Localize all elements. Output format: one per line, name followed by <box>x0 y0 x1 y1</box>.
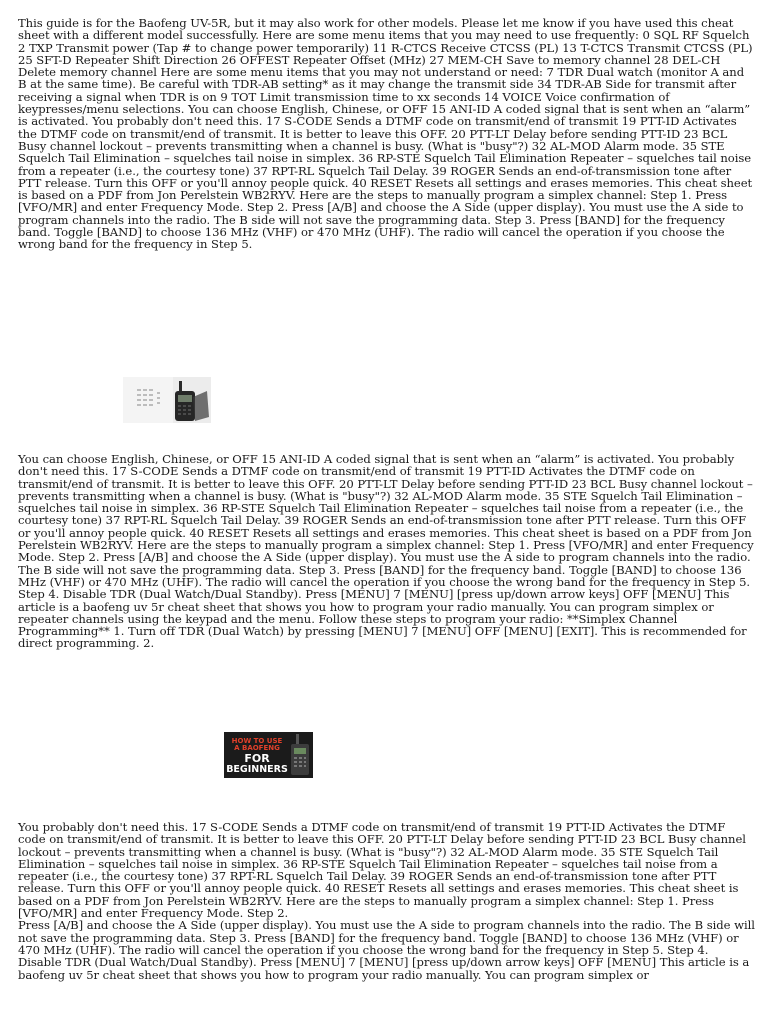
how-to-use-baofeng-banner-image <box>224 732 313 778</box>
banner-text <box>226 738 288 775</box>
steps-paragraph <box>18 821 756 981</box>
banner-line4: BEGINNERS <box>226 764 288 775</box>
banner-line3: FOR <box>244 752 270 765</box>
steps-paragraph-part-2: Press [A/B] and choose the A Side (upper display). You must use the A side to program channels into the radio. The B side will not save the programming data. Step 3. Press [BAND] for the frequency band. Toggle [BAND] to choose 136 MHz (VHF) or 470 MHz (UHF). The radio will cancel the operation if you choose the wrong band for the frequency in Step 5. Step 4. <box>18 918 755 957</box>
intro-paragraph: This guide is for the Baofeng UV-5R, but it may also work for other models. Please let me know if you have used this cheat sheet with a different model successfully. Here are some menu items that you may need to use frequently: 0 SQL RF Squelch 2 TXP Transmit power (Tap # to change power temporarily) 11 R-CTCS Receive CTCSS (PL) 13 T-CTCS Transmit CTCSS (PL) 25 SFT-D Repeater Shift Direction 26 OFFEST Repeater Offset (MHz) 27 MEM-CH Save to memory channel 28 DEL-CH Delete memory channel Here are some menu items that you may not understand or need: 7 TDR Dual watch (monitor A and B at the same time). Be careful with TDR-AB setting* as it may change the transmit side 34 TDR-AB Side for transmit after receiving a signal when TDR is on 9 TOT Limit transmission time to xx seconds 14 VOICE Voice confirmation of keypresses/menu selections. You can choose English, Chinese, or OFF 15 ANI-ID A coded signal that is sent when an “alarm” is activated. You probably don't need this. 17 S-CODE Sends a DTMF code on transmit/end of transmit 19 PTT-ID Activates the DTMF code on transmit/end of transmit. It is better to leave this OFF. 20 PTT-LT Delay before sending PTT-ID 23 BCL Busy channel lockout – prevents transmitting when a channel is busy. (What is "busy"?) 32 AL-MOD Alarm mode. 35 STE Squelch Tail Elimination – squelches tail noise in simplex. 36 RP-STE Squelch Tail Elimination Repeater – squelches tail noise from a repeater (i.e., the courtesy tone) 37 RPT-RL Squelch Tail Delay. 39 ROGER Sends an end-of-transmission tone after PTT release. Turn this OFF or you'll annoy people quick. 40 RESET Resets all settings and erases memories. This cheat sheet is based on a PDF from Jon Perelstein WB2RYV. Here are the steps to manually program a simplex channel: Step 1. Press [VFO/MR] and enter Frequency Mode. Step 2. Press [A/B] and choose the A Side (upper display). You must use the A side to program channels into the radio. The B side will not save the programming data. Step 3. Press [BAND] for the frequency band. Toggle [BAND] to choose 136 MHz (VHF) or 470 MHz (UHF). The radio will cancel the operation if you choose the wrong band for the frequency in Step 5. <box>18 16 753 252</box>
baofeng-radio-image <box>123 377 211 423</box>
steps-paragraph-part-3: Disable TDR (Dual Watch/Dual Standby). Press [MENU] 7 [MENU] [press up/down arrow keys] OFF [MENU] This article is a baofeng uv 5r cheat sheet that shows you how to program your radio manually. You can program simplex or <box>18 955 750 982</box>
radio-illustration <box>123 377 211 423</box>
radio-silhouette-icon <box>288 734 312 776</box>
steps-paragraph-part-1: You probably don't need this. 17 S-CODE Sends a DTMF code on transmit/end of transmit 19 PTT-ID Activates the DTMF code on transmit/end of transmit. It is better to leave this OFF. 20 PTT-LT Delay before sending PTT-ID 23 BCL Busy channel lockout – prevents transmitting when a channel is busy. (What is "busy"?) 32 AL-MOD Alarm mode. 35 STE Squelch Tail Elimination – squelches tail noise in simplex. 36 RP-STE Squelch Tail Elimination Repeater – squelches tail noise from a repeater (i.e., the courtesy tone) 37 RPT-RL Squelch Tail Delay. 39 ROGER Sends an end-of-transmission tone after PTT release. Turn this OFF or you'll annoy people quick. 40 RESET Resets all settings and erases memories. This cheat sheet is based on a PDF from Jon Perelstein WB2RYV. Here are the steps to manually program a simplex channel: Step 1. Press [VFO/MR] and enter Frequency Mode. Step 2. <box>18 820 746 921</box>
banner-line1: HOW TO USE <box>231 737 283 745</box>
settings-paragraph: You can choose English, Chinese, or OFF 15 ANI-ID A coded signal that is sent when an “alarm” is activated. You probably don't need this. 17 S-CODE Sends a DTMF code on transmit/end of transmit 19 PTT-ID Activates the DTMF code on transmit/end of transmit. It is better to leave this OFF. 20 PTT-LT Delay before sending PTT-ID 23 BCL Busy channel lockout – prevents transmitting when a channel is busy. (What is "busy"?) 32 AL-MOD Alarm mode. 35 STE Squelch Tail Elimination – squelches tail noise in simplex. 36 RP-STE Squelch Tail Elimination Repeater – squelches tail noise from a repeater (i.e., the courtesy tone) 37 RPT-RL Squelch Tail Delay. 39 ROGER Sends an end-of-transmission tone after PTT release. Turn this OFF or you'll annoy people quick. 40 RESET Resets all settings and erases memories. This cheat sheet is based on a PDF from Jon Perelstein WB2RYV. Here are the steps to manually program a simplex channel: Step 1. Press [VFO/MR] and enter Frequency Mode. Step 2. Press [A/B] and choose the A Side (upper display). You must use the A side to program channels into the radio. The B side will not save the programming data. Step 3. Press [BAND] for the frequency band. Toggle [BAND] to choose 136 MHz (VHF) or 470 MHz (UHF). The radio will cancel the operation if you choose the wrong band for the frequency in Step 5. Step 4. Disable TDR (Dual Watch/Dual Standby). Press [MENU] 7 [MENU] [press up/down arrow keys] OFF [MENU] This article is a baofeng uv 5r cheat sheet that shows you how to program your radio manually. You can program simplex or repeater channels using the keypad and the menu. Follow these steps to program your radio: **Simplex Channel Programming** 1. Turn off TDR (Dual Watch) by pressing [MENU] 7 [MENU] OFF [MENU] [EXIT]. This is recommended for direct programming. 2. <box>18 452 754 651</box>
banner-line2: A BAOFENG <box>234 744 280 752</box>
